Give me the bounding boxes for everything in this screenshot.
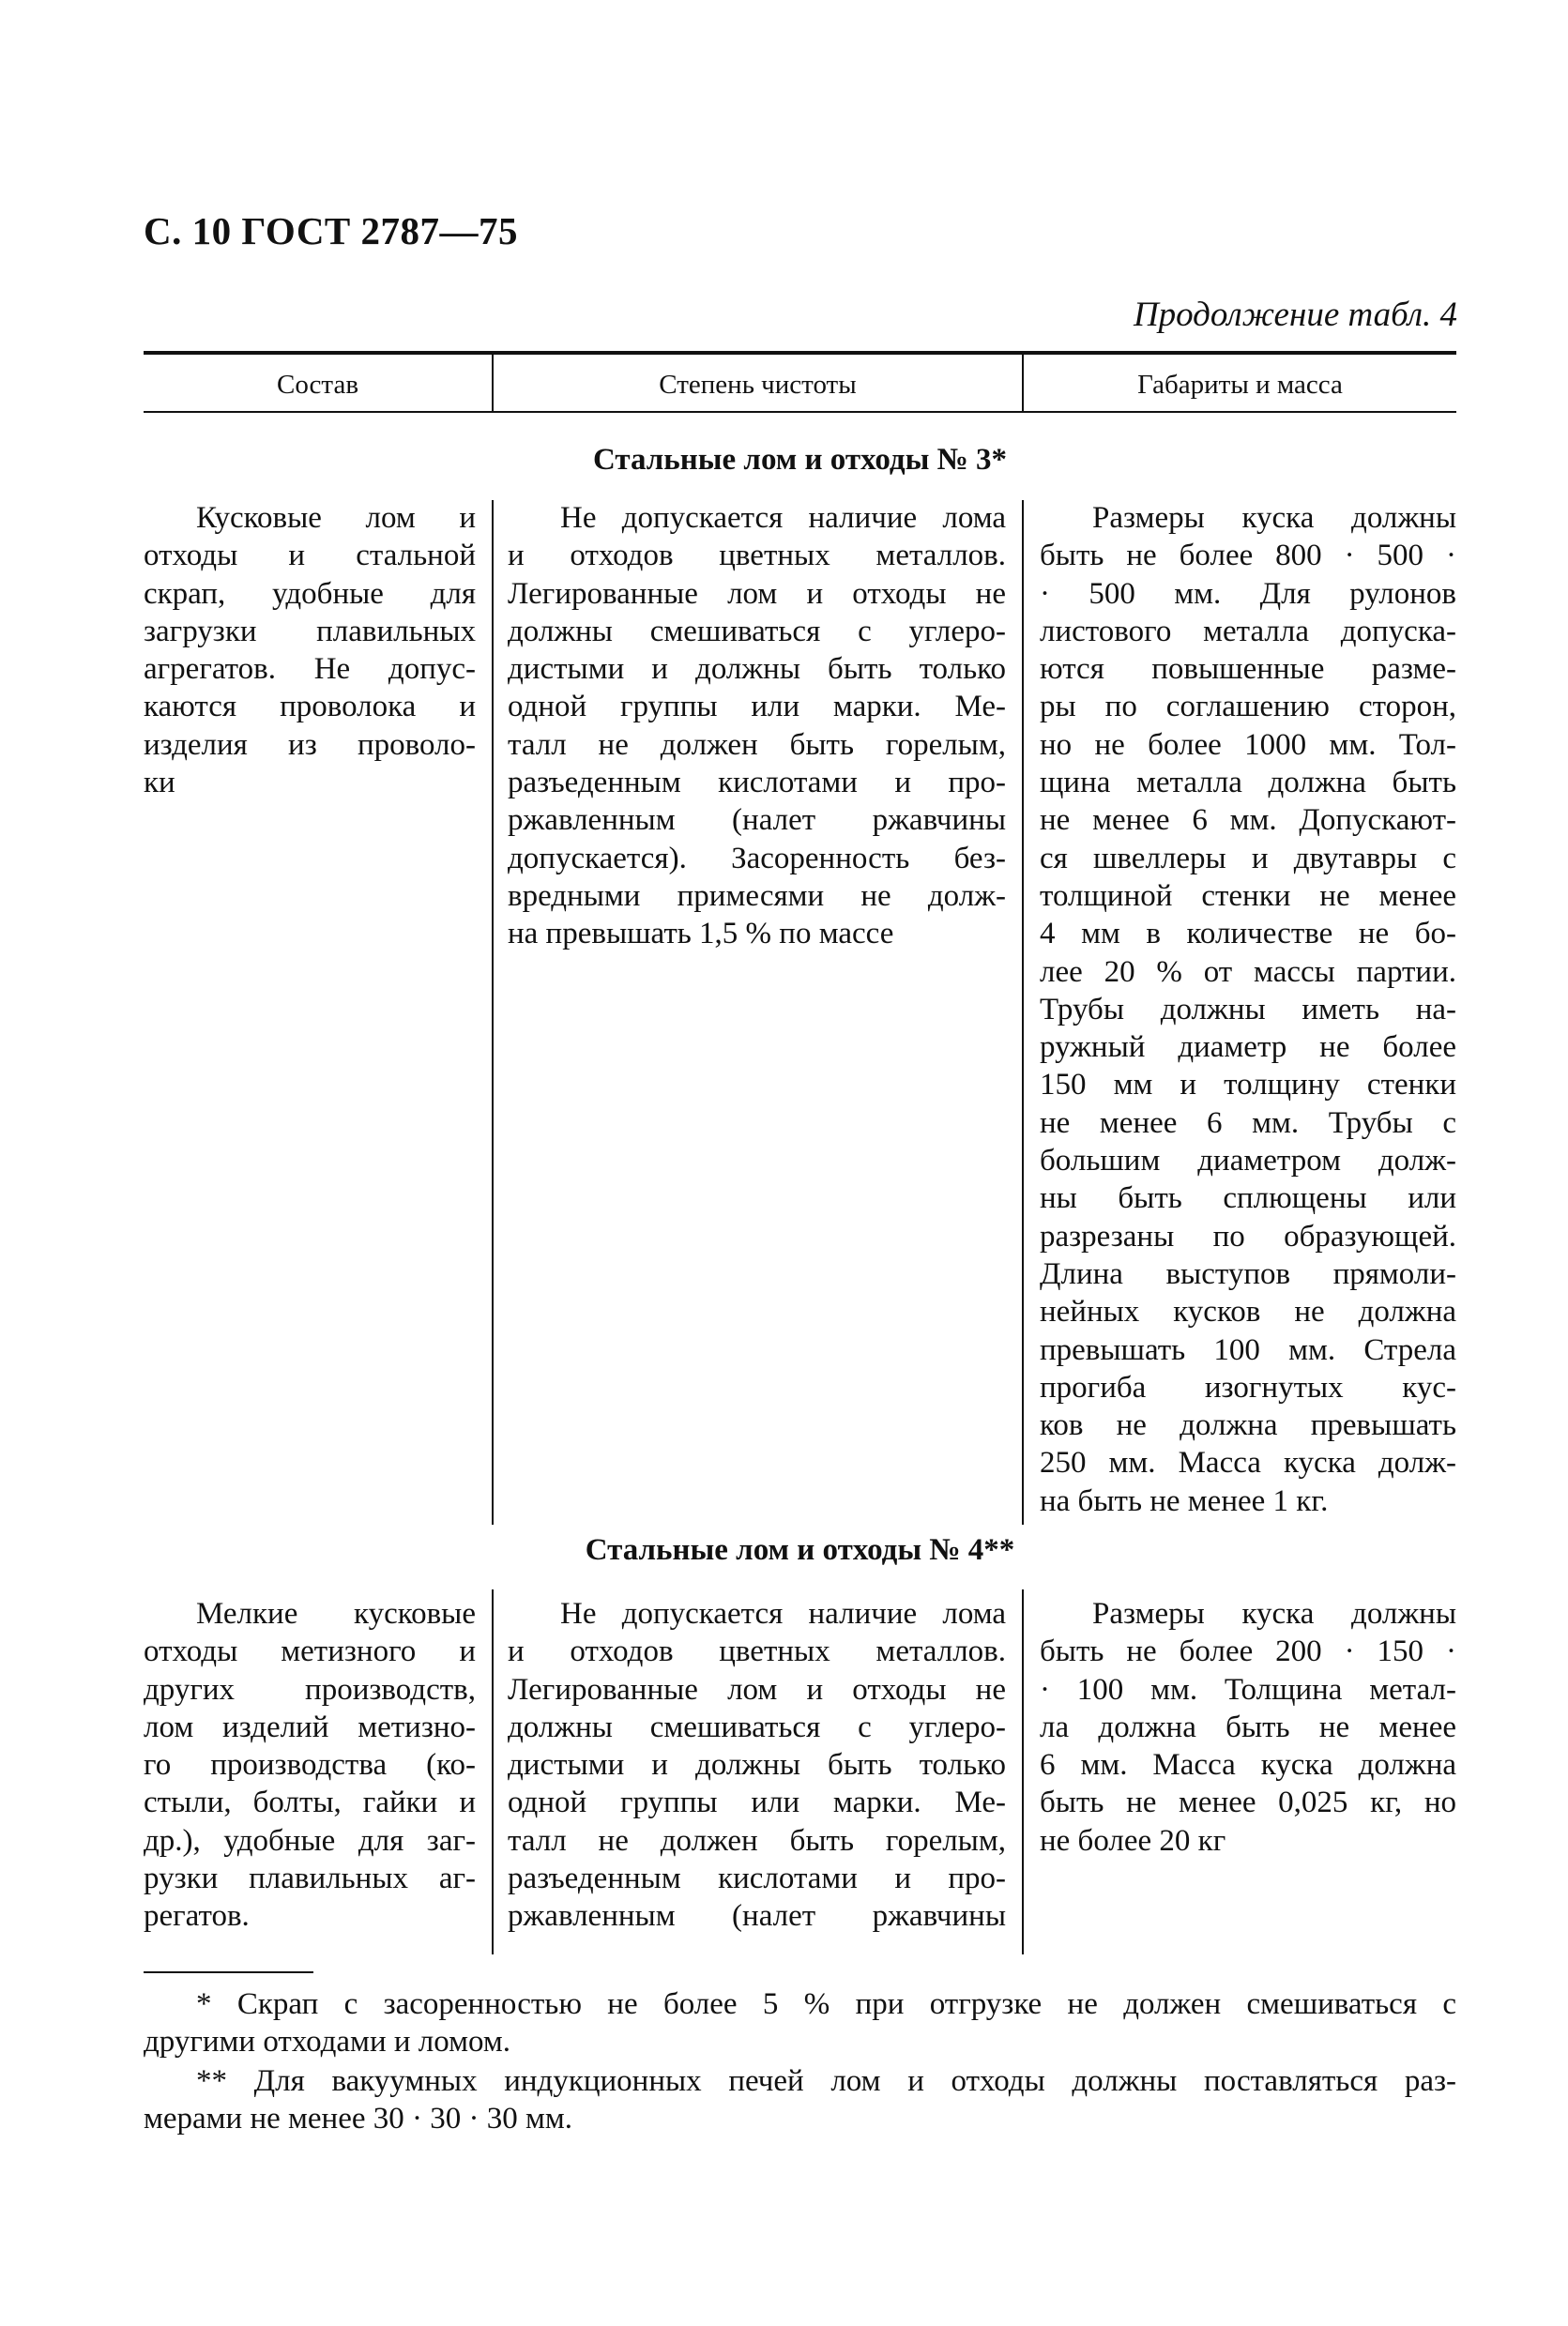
column-header-purity: Степень чистоты (659, 370, 857, 400)
text-line: ся швеллеры и двутавры с (1040, 841, 1456, 875)
text-line: ржавленным (налет ржавчины (508, 1899, 1006, 1934)
text-line: Легированные лом и отходы не (508, 1672, 1006, 1707)
column-divider (492, 1589, 494, 1954)
dimensions-cell (1040, 1595, 1456, 1860)
text-line: регатов. (144, 1899, 250, 1934)
text-line: талл не должен быть горелым, (508, 727, 1006, 762)
text-line: Не допускается наличие лома (560, 501, 1006, 535)
text-line: ры по соглашению сторон, (1040, 690, 1456, 724)
text-line: большим диаметром долж- (1040, 1144, 1456, 1178)
column-divider (492, 500, 494, 1525)
text-line: других производств, (144, 1672, 476, 1707)
text-line: стыли, болты, гайки и (144, 1786, 476, 1820)
text-line: толщиной стенки не менее (1040, 878, 1456, 913)
text-line: вредными примесями не долж- (508, 878, 1006, 913)
composition-cell (144, 1595, 476, 1936)
text-line: изделия из проволо- (144, 727, 476, 762)
text-line: Размеры куска должны (1092, 501, 1456, 535)
text-line: не менее 6 мм. Трубы с (1040, 1105, 1456, 1140)
text-line: одной группы или марки. Ме- (508, 690, 1006, 724)
text-line: 4 мм в количестве не бо- (1040, 917, 1456, 951)
footnote (144, 2062, 1456, 2137)
column-header-dimensions: Габариты и масса (1137, 370, 1343, 400)
text-line: дистыми и должны быть только (508, 1748, 1006, 1783)
text-line: превышать 100 мм. Стрела (1040, 1332, 1456, 1367)
text-line: должны смешиваться с углеро- (508, 614, 1006, 648)
text-line: Кусковые лом и (196, 501, 476, 535)
text-line: Легированные лом и отходы не (508, 576, 1006, 611)
text-line: Не допускается наличие лома (560, 1597, 1006, 1631)
column-divider (1022, 500, 1024, 1525)
table-header-rule (144, 411, 1456, 413)
footnote-separator (144, 1971, 313, 1973)
text-line: лом изделий метизно- (144, 1710, 476, 1744)
table-caption: Продолжение табл. 4 (1133, 296, 1457, 334)
text-line: но не более 1000 мм. Тол- (1040, 727, 1456, 762)
text-line: * Скрап с засоренностью не более 5 % при отгрузке не должен смешиваться с (196, 1987, 1456, 2021)
text-line: ла должна быть не менее (1040, 1710, 1456, 1744)
text-line: каются проволока и (144, 690, 476, 724)
text-line: отходы и стальной (144, 539, 476, 573)
table-top-rule (144, 351, 1456, 355)
text-line: и отходов цветных металлов. (508, 1634, 1006, 1669)
text-line: ружный диаметр не более (1040, 1030, 1456, 1065)
text-line: загрузки плавильных (144, 614, 476, 648)
text-line: агрегатов. Не допус- (144, 652, 476, 687)
text-line: допускается). Засоренность без- (508, 841, 1006, 875)
text-line: быть не более 800 · 500 · (1040, 539, 1456, 573)
text-line: мерами не менее 30 · 30 · 30 мм. (144, 2102, 573, 2136)
text-line: ** Для вакуумных индукционных печей лом и отходы должны поставляться раз- (196, 2064, 1456, 2098)
text-line: разрезаны по образующей. (1040, 1219, 1456, 1254)
text-line: Длина выступов прямоли- (1040, 1256, 1456, 1291)
text-line: не менее 6 мм. Допускают- (1040, 803, 1456, 838)
text-line: должны смешиваться с углеро- (508, 1710, 1006, 1744)
text-line: листового металла допуска- (1040, 614, 1456, 648)
text-line: др.), удобные для заг- (144, 1823, 476, 1858)
text-line: разъеденным кислотами и про- (508, 766, 1006, 800)
column-divider (1022, 1589, 1024, 1954)
text-line: ются повышенные разме- (1040, 652, 1456, 687)
composition-cell (144, 499, 476, 801)
text-line: 250 мм. Масса куска долж- (1040, 1446, 1456, 1481)
text-line: лее 20 % от массы партии. (1040, 954, 1456, 989)
dimensions-cell (1040, 499, 1456, 1520)
text-line: 150 мм и толщину стенки (1040, 1068, 1456, 1102)
text-line: дистыми и должны быть только (508, 652, 1006, 687)
text-line: рузки плавильных аг- (144, 1862, 476, 1896)
text-line: щина металла должна быть (1040, 766, 1456, 800)
column-header-composition: Состав (276, 370, 359, 400)
text-line: другими отходами и ломом. (144, 2025, 510, 2059)
text-line: Трубы должны иметь на- (1040, 992, 1456, 1026)
section-title: Стальные лом и отходы № 3* (592, 443, 1007, 477)
text-line: ков не должна превышать (1040, 1408, 1456, 1443)
text-line: Размеры куска должны (1092, 1597, 1456, 1631)
page-header: С. 10 ГОСТ 2787—75 (144, 209, 519, 252)
text-line: разъеденным кислотами и про- (508, 1862, 1006, 1896)
text-line: одной группы или марки. Ме- (508, 1786, 1006, 1820)
text-line: ки (144, 766, 175, 800)
text-line: прогиба изогнутых кус- (1040, 1370, 1456, 1405)
text-line: ны быть сплющены или (1040, 1181, 1456, 1216)
text-line: ржавленным (налет ржавчины (508, 803, 1006, 838)
text-line: · 100 мм. Толщина метал- (1040, 1672, 1456, 1707)
text-line: быть не более 200 · 150 · (1040, 1634, 1456, 1669)
purity-cell (508, 499, 1006, 953)
text-line: быть не менее 0,025 кг, но (1040, 1786, 1456, 1820)
text-line: на быть не менее 1 кг. (1040, 1483, 1329, 1518)
text-line: отходы метизного и (144, 1634, 476, 1669)
purity-cell (508, 1595, 1006, 1936)
text-line: не более 20 кг (1040, 1823, 1226, 1858)
text-line: го производства (ко- (144, 1748, 476, 1783)
footnote (144, 1985, 1456, 2060)
section-title: Стальные лом и отходы № 4** (585, 1533, 1015, 1567)
text-line: на превышать 1,5 % по массе (508, 917, 894, 951)
text-line: и отходов цветных металлов. (508, 539, 1006, 573)
text-line: 6 мм. Масса куска должна (1040, 1748, 1456, 1783)
text-line: Мелкие кусковые (196, 1597, 476, 1631)
text-line: нейных кусков не должна (1040, 1295, 1456, 1330)
text-line: · 500 мм. Для рулонов (1040, 576, 1456, 611)
text-line: талл не должен быть горелым, (508, 1823, 1006, 1858)
text-line: скрап, удобные для (144, 576, 476, 611)
